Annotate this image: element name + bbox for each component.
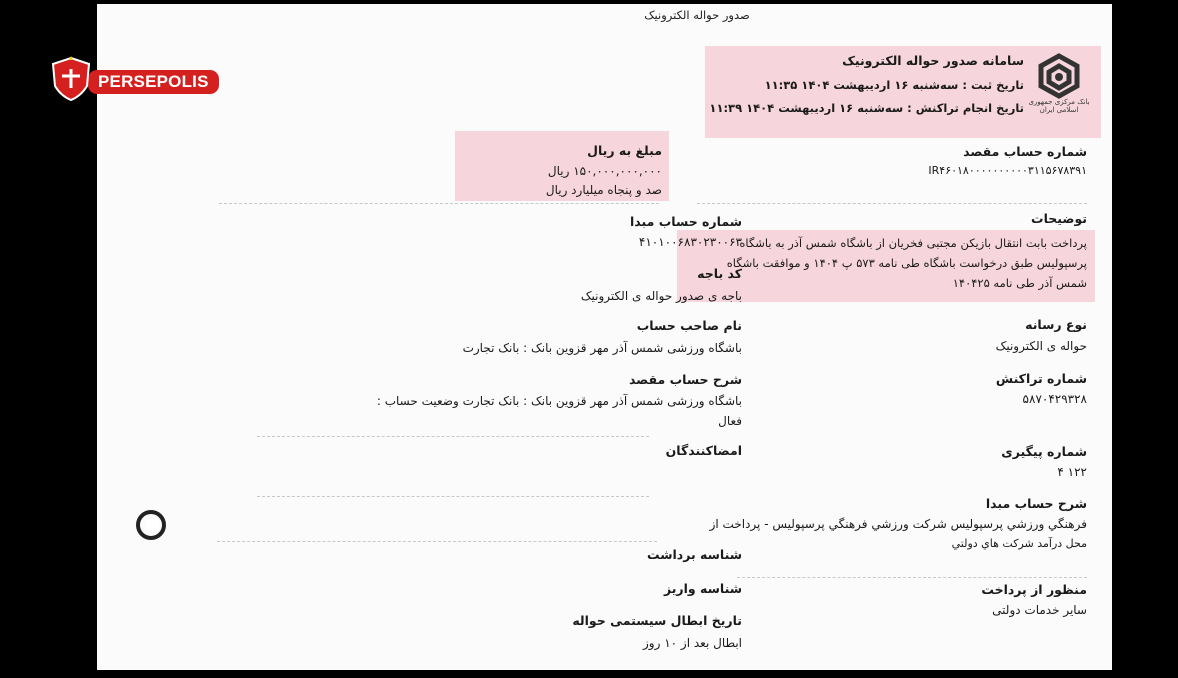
divider <box>257 496 649 497</box>
amount-label: مبلغ به ریال <box>587 143 662 158</box>
source-desc-line-2: محل درآمد شرکت هاي دولتي <box>951 537 1087 550</box>
dest-desc-line-2: فعال <box>718 414 742 428</box>
divider <box>257 436 649 437</box>
persepolis-shield-icon <box>48 56 94 102</box>
persepolis-label: PERSEPOLIS <box>88 70 219 94</box>
dest-account-label: شماره حساب مقصد <box>963 144 1087 159</box>
deposit-id-label: شناسه واریز <box>663 581 742 596</box>
divider <box>219 203 659 204</box>
source-account-value: ۴۱۰۱۰۰۶۸۳۰۲۳۰۰۶۳ <box>638 235 742 249</box>
source-account-label: شماره حساب مبدا <box>630 214 742 229</box>
branch-code-value: باجه ی صدور حواله ی الکترونیک <box>580 289 742 303</box>
withdraw-id-label: شناسه برداشت <box>646 547 742 562</box>
expiry-label: تاریخ ابطال سیستمی حواله <box>572 613 742 628</box>
dest-desc-line-1: باشگاه ورزشی شمس آذر مهر قزوین بانک : بانک تجارت وضعیت حساب : <box>376 394 742 408</box>
description-line-3: شمس آذر طی نامه ۱۴۰۴۲۵ <box>952 276 1087 290</box>
source-desc-line-1: فرهنگي ورزشي پرسپوليس شركت ورزشي فرهنگي پرسپوليس - پرداخت از <box>709 517 1087 531</box>
registration-date: تاریخ ثبت : سه‌شنبه ۱۶ اردیبهشت ۱۴۰۴ ۱۱:۳۵ <box>764 78 1024 92</box>
transaction-no-value: ۵۸۷۰۴۲۹۳۲۸ <box>1022 392 1087 406</box>
stamp-icon <box>134 508 168 542</box>
transaction-date: تاریخ انجام تراکنش : سه‌شنبه ۱۶ اردیبهشت ۱۴۰۴ ۱۱:۳۹ <box>709 101 1024 115</box>
media-type-value: حواله ی الکترونیک <box>995 339 1087 353</box>
source-desc-label: شرح حساب مبدا <box>985 496 1087 511</box>
transfer-document <box>97 4 1112 670</box>
branch-code-label: کد باجه <box>697 266 742 281</box>
purpose-label: منظور از پرداخت <box>981 582 1087 597</box>
expiry-value: ابطال بعد از ۱۰ روز <box>643 636 742 650</box>
divider <box>697 203 1087 204</box>
document-header: صدور حواله الکترونیک <box>644 8 750 22</box>
description-line-2: پرسپولیس طبق درخواست باشگاه طی نامه ۵۷۳ پ ۱۴۰۴ و موافقت باشگاه <box>726 256 1087 270</box>
system-title: سامانه صدور حواله الکترونیک <box>842 53 1024 68</box>
signatories-label: امضاکنندگان <box>665 443 742 458</box>
account-holder-value: باشگاه ورزشی شمس آذر مهر قزوین بانک : بانک تجارت <box>462 341 742 355</box>
bank-logo-caption: بانک مرکزی جمهوری اسلامی ایران <box>1028 98 1090 114</box>
transaction-no-label: شماره تراکنش <box>995 371 1087 386</box>
amount-value: ۱۵۰,۰۰۰,۰۰۰,۰۰۰ ریال <box>547 164 662 178</box>
dest-desc-label: شرح حساب مقصد <box>628 372 742 387</box>
divider <box>217 541 657 542</box>
description-label: توضیحات <box>1031 211 1087 226</box>
amount-words: صد و پنجاه میلیارد ریال <box>545 183 662 197</box>
tracking-no-value: ۱۲۲ ۴ <box>1057 465 1087 479</box>
description-line-1: پرداخت بابت انتقال بازیکن مجتبی فخریان از باشگاه شمس آذر به باشگاه <box>739 236 1087 250</box>
purpose-value: سایر خدمات دولتی <box>992 603 1087 617</box>
media-type-label: نوع رسانه <box>1025 317 1087 332</box>
divider <box>737 577 1087 578</box>
dest-account-value: IR۴۶۰۱۸۰۰۰۰۰۰۰۰۰۰۳۱۱۵۶۷۸۳۹۱ <box>928 164 1087 177</box>
persepolis-overlay <box>48 66 219 98</box>
tracking-no-label: شماره پیگیری <box>1001 444 1087 459</box>
account-holder-label: نام صاحب حساب <box>636 318 742 333</box>
